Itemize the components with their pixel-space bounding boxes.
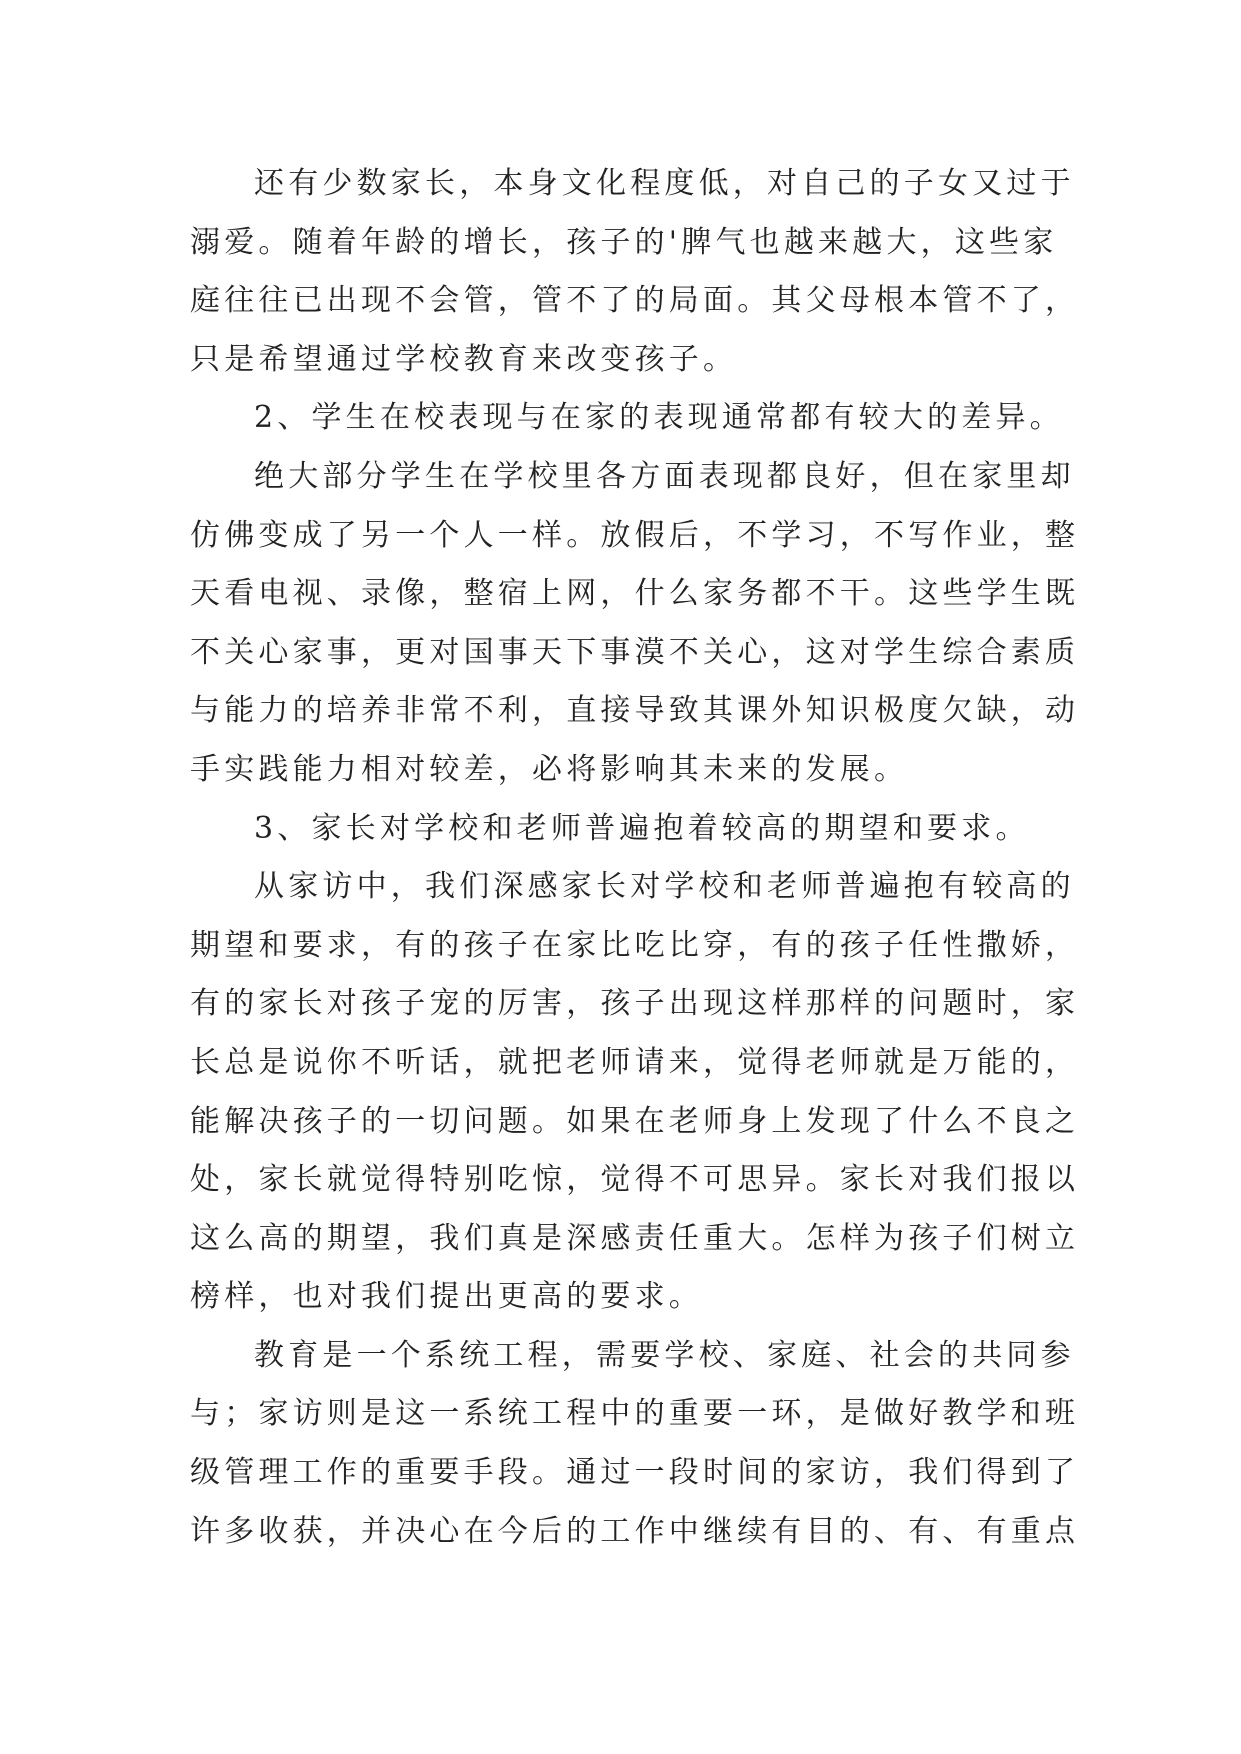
text-line: 与能力的培养非常不利，直接导致其课外知识极度欠缺，动	[190, 693, 1080, 729]
text-line: 教育是一个系统工程，需要学校、家庭、社会的共同参	[254, 1337, 1075, 1373]
text-line: 级管理工作的重要手段。通过一段时间的家访，我们得到了	[190, 1455, 1080, 1491]
text-line: 与；家访则是这一系统工程中的重要一环，是做好教学和班	[190, 1396, 1080, 1432]
text-line: 还有少数家长，本身文化程度低，对自己的子女又过于	[254, 166, 1075, 201]
text-line: 有的家长对孩子宠的厉害，孩子出现这样那样的问题时，家	[190, 986, 1080, 1022]
text-line: 溺爱。随着年龄的增长，孩子的'脾气也越来越大，这些家	[190, 224, 1058, 260]
text-line: 天看电视、录像，整宿上网，什么家务都不干。这些学生既	[190, 576, 1080, 612]
text-line: 仿佛变成了另一个人一样。放假后，不学习，不写作业，整	[190, 517, 1080, 553]
text-line: 这么高的期望，我们真是深感责任重大。怎样为孩子们树立	[190, 1220, 1080, 1256]
text-line: 只是希望通过学校教育来改变孩子。	[190, 341, 738, 377]
text-line: 2、学生在校表现与在家的表现通常都有较大的差异。	[254, 400, 1064, 436]
text-line: 榜样，也对我们提出更高的要求。	[190, 1279, 703, 1315]
document-body	[190, 155, 1080, 1561]
text-line: 处，家长就觉得特别吃惊，觉得不可思异。家长对我们报以	[190, 1162, 1080, 1198]
text-line: 手实践能力相对较差，必将影响其未来的发展。	[190, 751, 909, 787]
text-line: 庭往往已出现不会管，管不了的局面。其父母根本管不了，	[190, 283, 1080, 319]
text-line: 长总是说你不听话，就把老师请来，觉得老师就是万能的，	[190, 1044, 1080, 1080]
text-line: 能解决孩子的一切问题。如果在老师身上发现了什么不良之	[190, 1103, 1080, 1139]
text-line: 不关心家事，更对国事天下事漠不关心，这对学生综合素质	[190, 634, 1080, 670]
text-line: 绝大部分学生在学校里各方面表现都良好，但在家里却	[254, 458, 1075, 494]
text-line: 许多收获，并决心在今后的工作中继续有目的、有、有重点	[190, 1513, 1080, 1549]
text-line: 从家访中，我们深感家长对学校和老师普遍抱有较高的	[254, 869, 1075, 905]
text-line: 3、家长对学校和老师普遍抱着较高的期望和要求。	[254, 810, 1030, 846]
text-line: 期望和要求，有的孩子在家比吃比穿，有的孩子任性撒娇，	[190, 927, 1080, 963]
